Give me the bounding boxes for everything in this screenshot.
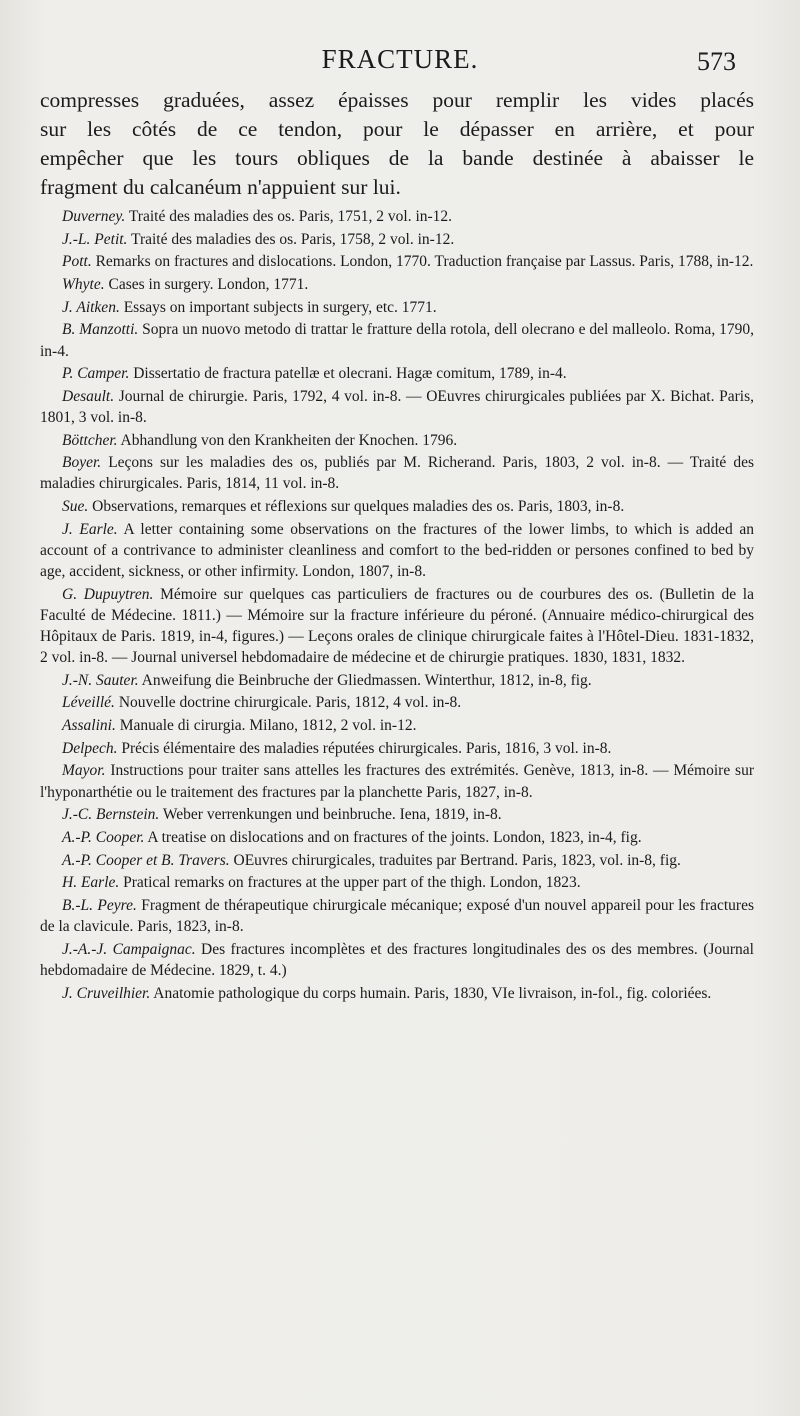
running-title: FRACTURE.: [321, 44, 479, 74]
bibliography-entry: [40, 363, 754, 384]
entry-author: J. Aitken.: [62, 298, 120, 316]
entry-author: H. Earle.: [62, 874, 120, 892]
entry-text: Des fractures incomplètes et des fractures longitudinales des os des membres. (Journal hebdomadaire de Médecine. 1829, t. 4.): [40, 940, 754, 979]
intro-line: empêcher que les tours obliques de la bande destinée à abaisser le: [40, 146, 754, 170]
bibliography-entry: [40, 297, 754, 318]
entry-author: J. Cruveilhier.: [62, 984, 151, 1002]
intro-paragraph: [40, 86, 754, 202]
bibliography-entry: [40, 760, 754, 802]
entry-text: Pratical remarks on fractures at the upper part of the thigh. London, 1823.: [119, 874, 581, 892]
entry-author: J.-C. Bernstein.: [62, 806, 160, 824]
bibliography-entry: [40, 895, 754, 937]
entry-author: J.-A.-J. Campaignac.: [62, 940, 196, 958]
entry-text: Observations, remarques et réflexions sur quelques maladies des os. Paris, 1803, in-8.: [88, 498, 625, 516]
entry-text: Dissertatio de fractura patellæ et olecrani. Hagæ comitum, 1789, in-4.: [129, 365, 567, 383]
entry-text: Remarks on fractures and dislocations. London, 1770. Traduction française par Lassus. Paris, 1788, in-12.: [91, 253, 754, 271]
entry-author: Duverney.: [62, 208, 126, 225]
bibliography-entry: [40, 430, 754, 451]
entry-text: Fragment de thérapeutique chirurgicale mécanique; exposé d'un nouvel appareil pour les fractures de la clavicule. Paris, 1823, in-8.: [40, 896, 754, 936]
bibliography-entry: [40, 983, 754, 1004]
entry-text: Abhandlung von den Krankheiten der Knochen. 1796.: [117, 431, 458, 449]
intro-line: sur les côtés de ce tendon, pour le dépasser en arrière, et pour: [40, 117, 754, 141]
bibliography-entry: [40, 850, 754, 871]
entry-author: B.-L. Peyre.: [62, 896, 137, 914]
entry-text: Manuale di cirurgia. Milano, 1812, 2 vol. in-12.: [115, 717, 417, 735]
entry-text: Nouvelle doctrine chirurgicale. Paris, 1812, 4 vol. in-8.: [114, 694, 462, 712]
entry-author: J. Earle.: [62, 520, 118, 538]
entry-author: J.-N. Sauter.: [62, 671, 139, 689]
page-number: 573: [697, 47, 736, 76]
entry-text: A treatise on dislocations and on fractures of the joints. London, 1823, in-4, fig.: [144, 828, 642, 846]
entry-author: Mayor.: [62, 762, 106, 780]
bibliography-entry: [40, 519, 754, 582]
bibliography-list: [40, 206, 754, 1005]
bibliography-entry: [40, 738, 754, 759]
entry-author: Boyer.: [62, 454, 102, 472]
entry-text: Weber verrenkungen und beinbruche. Iena, 1819, in-8.: [159, 806, 502, 824]
entry-author: J.-L. Petit.: [62, 230, 128, 248]
entry-text: Anweifung die Beinbruche der Gliedmassen. Winterthur, 1812, in-8, fig.: [138, 671, 592, 689]
bibliography-entry: [40, 872, 754, 893]
entry-author: Sue.: [62, 498, 89, 516]
bibliography-entry: [40, 319, 754, 361]
bibliography-entry: [40, 715, 754, 736]
entry-author: A.-P. Cooper et B. Travers.: [62, 851, 230, 869]
entry-text: Leçons sur les maladies des os, publiés par M. Richerand. Paris, 1803, 2 vol. in-8. — Traité des maladies chirurgicales. Paris, 1814, 11 vol. in-8.: [40, 454, 754, 493]
bibliography-entry: [40, 804, 754, 825]
entry-text: Traité des maladies des os. Paris, 1751, 2 vol. in-12.: [125, 208, 453, 225]
entry-text: Mémoire sur quelques cas particuliers de fractures ou de courbures des os. (Bulletin de la Faculté de Médecine. 1811.) — Mémoire sur la fracture inférieure du péroné. (Annuaire médico-chirurgical des Hôpitaux de Paris. 1819, in-4, figures.) — Leçons orales de clinique chirurgicale faites à l'Hôtel-Dieu. 1831-1832, 2 vol. in-8. — Journal universel hebdomadaire de médecine et de chirurgie pratiques. 1830, 1831, 1832.: [40, 585, 754, 666]
entry-author: Böttcher.: [62, 431, 118, 449]
bibliography-entry: [40, 692, 754, 713]
bibliography-entry: [40, 939, 754, 981]
bibliography-entry: [40, 206, 754, 227]
intro-line: fragment du calcanéum n'appuient sur lui.: [40, 175, 401, 199]
entry-text: OEuvres chirurgicales, traduites par Bertrand. Paris, 1823, vol. in-8, fig.: [229, 851, 681, 869]
intro-line: compresses graduées, assez épaisses pour remplir les vides placés: [40, 88, 754, 112]
page-header: [40, 44, 760, 84]
entry-author: Desault.: [62, 387, 115, 405]
entry-author: G. Dupuytren.: [62, 585, 154, 603]
entry-author: Whyte.: [62, 276, 105, 294]
entry-author: Delpech.: [62, 739, 118, 757]
entry-text: A letter containing some observations on the fractures of the lower limbs, to which is added an account of a contrivance to administer cleanliness and comfort to the bed-ridden or persones confined to bed by age, accident, sickness, or other infirmity. London, 1807, in-8.: [40, 520, 754, 581]
entry-text: Précis élémentaire des maladies réputées chirurgicales. Paris, 1816, 3 vol. in-8.: [117, 739, 612, 757]
bibliography-entry: [40, 670, 754, 691]
bibliography-entry: [40, 584, 754, 668]
bibliography-entry: [40, 496, 754, 517]
bibliography-entry: [40, 452, 754, 494]
entry-text: Anatomie pathologique du corps humain. Paris, 1830, VIe livraison, in-fol., fig. coloriées.: [150, 984, 712, 1002]
entry-author: A.-P. Cooper.: [62, 828, 145, 846]
entry-text: Traité des maladies des os. Paris, 1758, 2 vol. in-12.: [127, 230, 455, 248]
bibliography-entry: [40, 827, 754, 848]
bibliography-entry: [40, 251, 754, 272]
entry-text: Cases in surgery. London, 1771.: [104, 276, 309, 294]
entry-text: Instructions pour traiter sans attelles les fractures des extrémités. Genève, 1813, in-8. — Mémoire sur l'hyponarthétie ou le traitement des fractures par la planchette Paris, 1827, in-8.: [40, 762, 754, 801]
entry-author: P. Camper.: [62, 365, 130, 383]
entry-author: B. Manzotti.: [62, 321, 139, 339]
entry-author: Assalini.: [62, 717, 116, 735]
entry-text: Journal de chirurgie. Paris, 1792, 4 vol. in-8. — OEuvres chirurgicales publiées par X. Bichat. Paris, 1801, 3 vol. in-8.: [40, 387, 754, 426]
entry-text: Sopra un nuovo metodo di trattar le fratture della rotola, dell olecrano e del malleolo. Roma, 1790, in-4.: [40, 321, 754, 360]
entry-author: Pott.: [62, 253, 92, 271]
bibliography-entry: [40, 229, 754, 250]
bibliography-entry: [40, 386, 754, 428]
entry-author: Léveillé.: [62, 694, 115, 712]
bibliography-entry: [40, 274, 754, 295]
entry-text: Essays on important subjects in surgery, etc. 1771.: [119, 298, 437, 316]
